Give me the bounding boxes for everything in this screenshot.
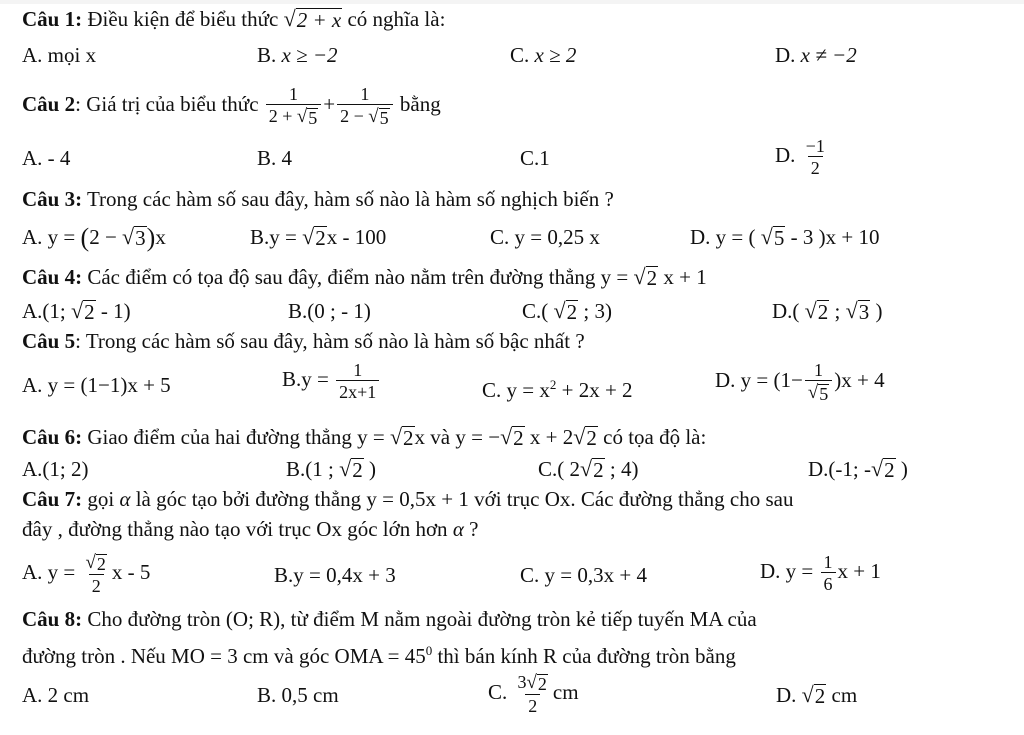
- q7-option-b: B.y = 0,4x + 3: [274, 563, 396, 587]
- q3-option-d: D. y = ( √ 5 - 3 )x + 10: [690, 224, 880, 250]
- q8-label: Câu 8:: [22, 607, 83, 631]
- q1-label: Câu 1:: [22, 7, 83, 31]
- q2-option-c: C.1: [520, 146, 550, 170]
- q6-option-a: A.(1; 2): [22, 457, 89, 481]
- q2-option-b: B. 4: [257, 146, 293, 170]
- q8-option-b: B. 0,5 cm: [257, 683, 339, 707]
- q6-stem: Câu 6: Giao điểm của hai đường thẳng y = √ 2 x và y = − √ 2 x + 2 √ 2 có tọa độ là:: [22, 424, 707, 450]
- top-edge: [0, 0, 1024, 4]
- q2-label: Câu 2: [22, 91, 76, 116]
- q5-label: Câu 5: [22, 329, 76, 353]
- q6-option-c: C.( 2 √ 2 ; 4): [538, 456, 639, 482]
- q1-option-c: C. x ≥ 2: [510, 43, 577, 67]
- q4-option-d: D.( √ 2 ; √ 3 ): [772, 298, 883, 324]
- q5-stem: Câu 5: Trong các hàm số sau đây, hàm số nào là hàm số bậc nhất ?: [22, 329, 585, 353]
- q7-label: Câu 7:: [22, 487, 83, 511]
- q4-stem: Câu 4: Các điểm có tọa độ sau đây, điểm nào nằm trên đường thẳng y = √ 2 x + 1: [22, 264, 707, 290]
- q8-option-c: C. 3 √ 2 2 cm: [488, 672, 579, 716]
- q3-option-b: B.y = √ 2 x - 100: [250, 224, 387, 250]
- q2-option-d: D. $\frac{-1}{2}$: [775, 136, 825, 178]
- q8-stem-line2: đường tròn . Nếu MO = 3 cm và góc OMA = $45^0$ thì bán kính R của đường tròn bằng: [22, 643, 736, 668]
- q8-option-d: D. √ 2 cm: [776, 682, 858, 708]
- q5-option-a: A. y = (1−1)x + 5: [22, 373, 171, 397]
- q1-option-a: A. mọi x: [22, 43, 97, 67]
- q8-stem: Câu 8: Cho đường tròn (O; R), từ điểm M nằm ngoài đường tròn kẻ tiếp tuyến MA của: [22, 607, 757, 631]
- sqrt-expression: √ 2 + x: [283, 6, 342, 32]
- q7-option-c: C. y = 0,3x + 4: [520, 563, 647, 587]
- q6-label: Câu 6:: [22, 425, 83, 449]
- fraction-2: 1 2 − √ 5: [337, 84, 393, 128]
- fraction-1: 1 2 + √ 5: [266, 84, 322, 128]
- q5-option-d: D. y = (1− 1 √ 5 )x + 4: [715, 360, 885, 404]
- q7-option-a: A. y = √ 2 2 x - 5: [22, 552, 151, 596]
- q5-option-b: B.y = $\frac{1}{2x+1}$: [282, 360, 381, 402]
- q4-label: Câu 4:: [22, 265, 83, 289]
- q7-stem-line2: đây , đường thẳng nào tạo với trục Ox góc lớn hơn α ?: [22, 517, 479, 541]
- q8-option-a: A. 2 cm: [22, 683, 90, 707]
- q1-option-d: D. x ≠ −2: [775, 43, 857, 67]
- q7-option-d: D. y = $\frac{1}{6}$ x + 1: [760, 552, 881, 594]
- q6-option-b: B.(1 ; √ 2 ): [286, 456, 376, 482]
- q3-option-a: A. y = (2 − √ 3 )x: [22, 223, 166, 252]
- q5-option-c: C. $y = x^2 + 2x + 2$: [482, 377, 633, 402]
- q2-option-a: A. - 4: [22, 146, 71, 170]
- q7-stem: Câu 7: gọi α là góc tạo bởi đường thẳng y = 0,5x + 1 với trục Ox. Các đường thẳng cho sau: [22, 487, 794, 511]
- q1-stem: Câu 1: Điều kiện để biểu thức √ 2 + x có nghĩa là:: [22, 6, 446, 32]
- q2-stem: Câu 2: Giá trị của biểu thức 1 2 + √ 5 + 1 2 − √ 5 bằng: [22, 84, 441, 128]
- q3-option-c: C. y = 0,25 x: [490, 225, 600, 249]
- q4-option-a: A.(1; √ 2 - 1): [22, 298, 131, 324]
- q4-option-b: B.(0 ; - 1): [288, 299, 371, 323]
- q4-option-c: C.( √ 2 ; 3): [522, 298, 612, 324]
- q1-option-b: B. x ≥ −2: [257, 43, 338, 67]
- q6-option-d: D.(-1; - √ 2 ): [808, 456, 908, 482]
- q3-label: Câu 3:: [22, 187, 83, 211]
- q3-stem: Câu 3: Trong các hàm số sau đây, hàm số nào là hàm số nghịch biến ?: [22, 187, 614, 211]
